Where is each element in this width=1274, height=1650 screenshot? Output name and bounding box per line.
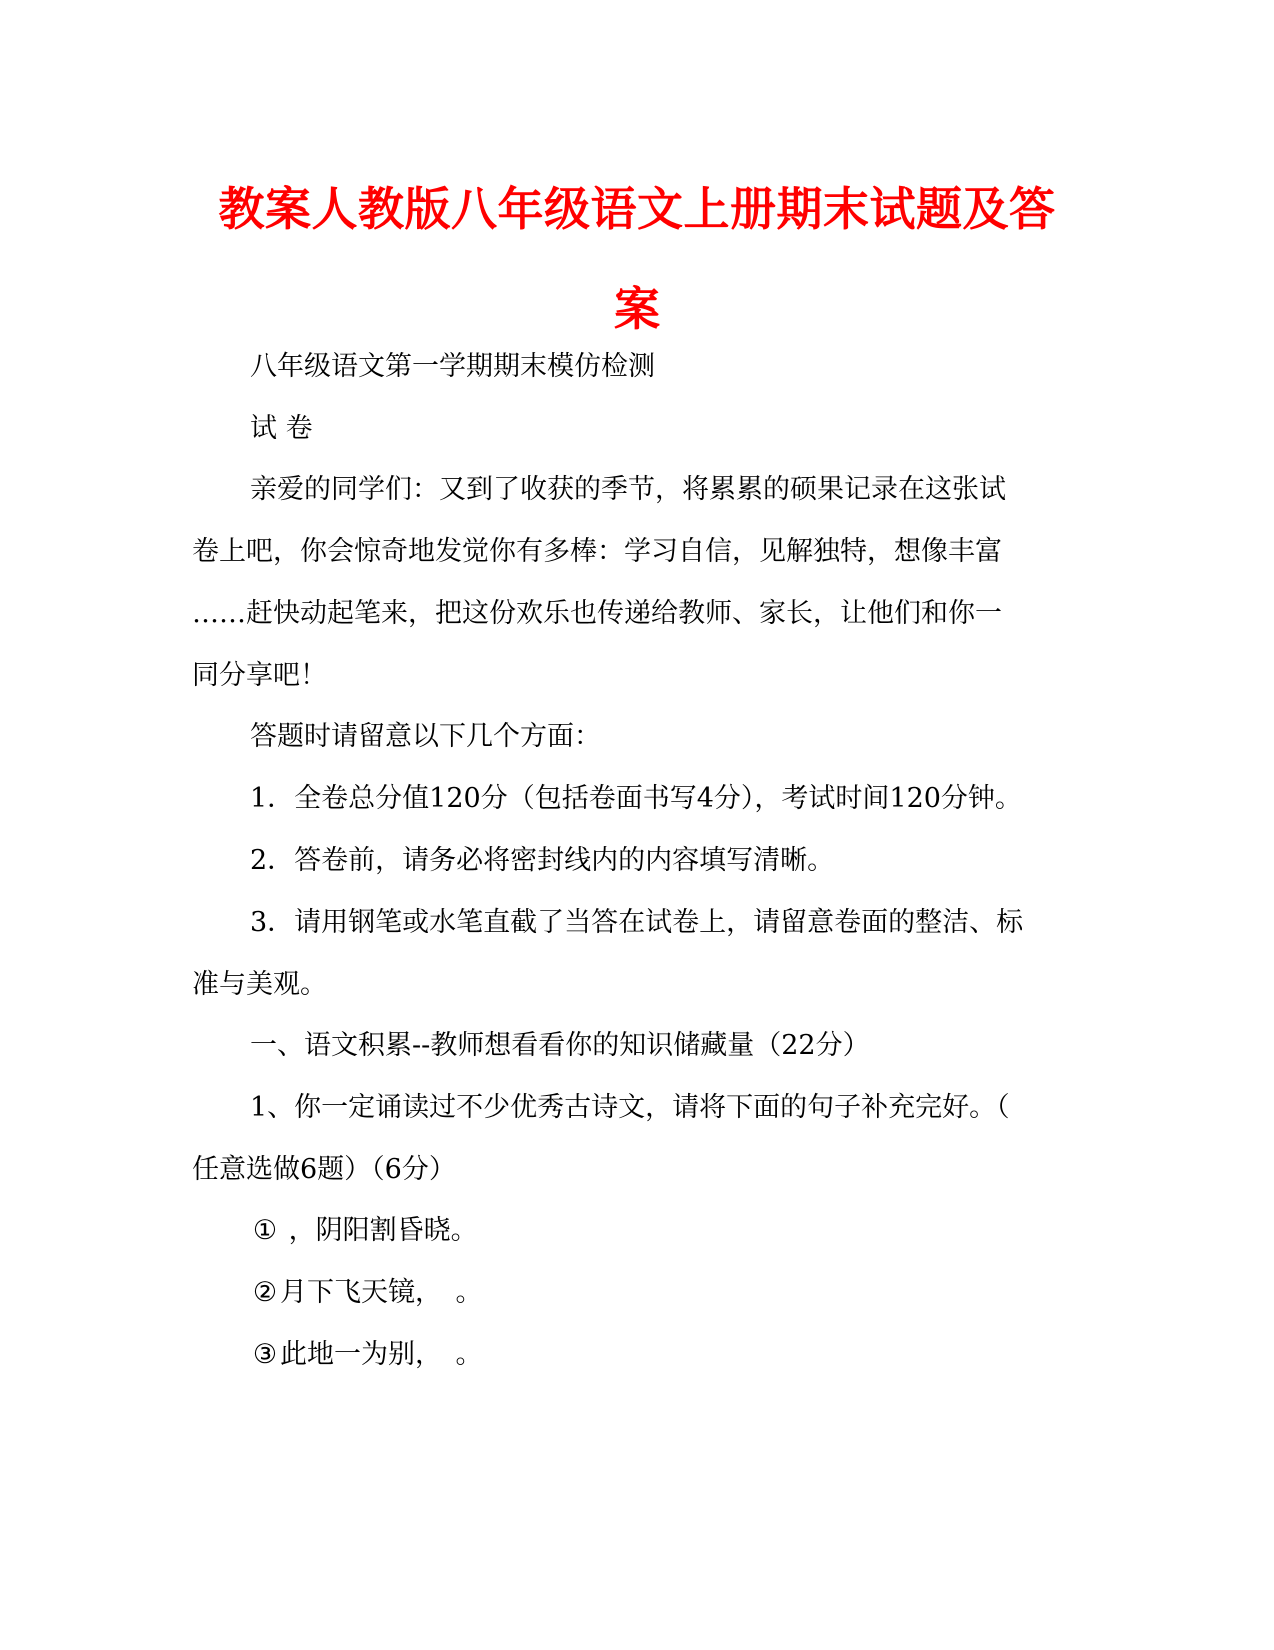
exam-subtitle: 八年级语文第一学期期末模仿检测 <box>250 351 655 382</box>
document-title-line2: 案 <box>614 282 660 336</box>
document-title-line1: 教案人教版八年级语文上册期末试题及答 <box>218 182 1056 236</box>
section-heading: 一、语文积累--教师想看看你的知识储藏量（22分） <box>250 1030 870 1061</box>
item-marker: ③ <box>252 1339 278 1370</box>
notice-item: 3．请用钢笔或水笔直截了当答在试卷上，请留意卷面的整洁、标 <box>250 907 1024 938</box>
notice-item: 2．答卷前，请务必将密封线内的内容填写清晰。 <box>250 845 835 876</box>
intro-line: 同分享吧！ <box>192 660 327 691</box>
intro-line: 亲爱的同学们：又到了收获的季节，将累累的硕果记录在这张试 <box>250 474 1006 505</box>
fill-blank-text: 月下飞天镜， 。 <box>280 1277 483 1308</box>
question-text: 任意选做6题）（6分） <box>192 1154 456 1185</box>
notice-heading: 答题时请留意以下几个方面： <box>250 721 601 752</box>
notice-item: 准与美观。 <box>192 969 327 1000</box>
fill-blank-item <box>250 1216 478 1246</box>
notice-item: 1．全卷总分值120分（包括卷面书写4分），考试时间120分钟。 <box>250 783 1022 814</box>
exam-subtitle-paper: 试 卷 <box>250 413 313 444</box>
item-marker: ② <box>252 1277 278 1308</box>
fill-blank-item <box>250 1278 483 1308</box>
intro-line: 卷上吧，你会惊奇地发觉你有多棒：学习自信，见解独特，想像丰富 <box>192 536 1002 567</box>
fill-blank-text: 此地一为别， 。 <box>280 1339 483 1370</box>
item-marker: ① <box>252 1215 278 1246</box>
question-text: 1、你一定诵读过不少优秀古诗文，请将下面的句子补充完好。（ <box>250 1092 1010 1123</box>
fill-blank-text: ，阴阳割昏晓。 <box>280 1215 478 1246</box>
fill-blank-item <box>250 1340 483 1370</box>
intro-line: ……赶快动起笔来，把这份欢乐也传递给教师、家长，让他们和你一 <box>192 598 1002 629</box>
